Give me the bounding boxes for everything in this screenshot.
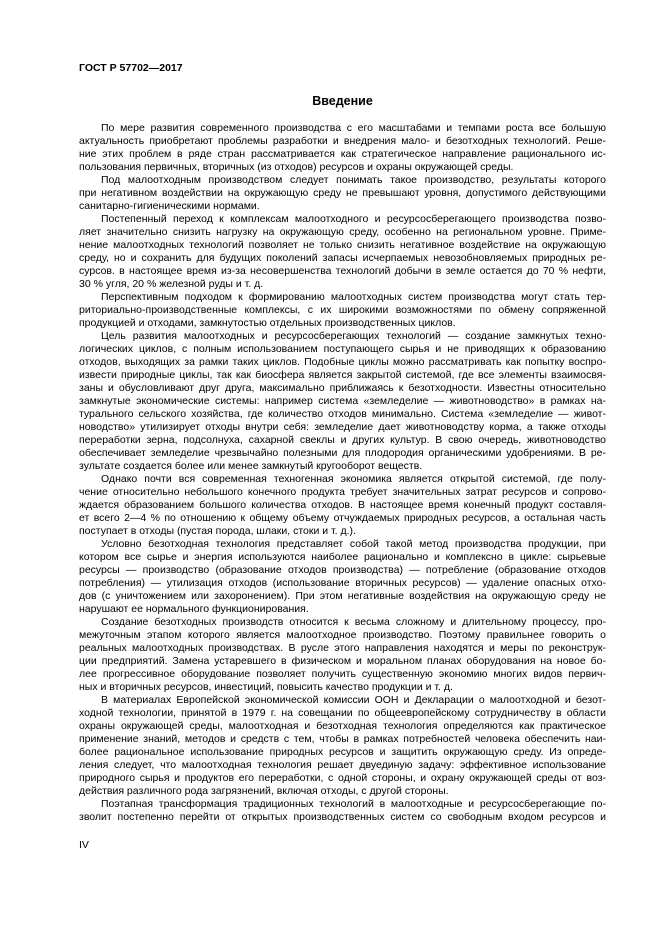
paragraph-line: ления следует, что малоотходная технология решает двуединую задачу: эффективное использование — [79, 759, 606, 772]
paragraph-line: Под малоотходным производством следует понимать такое производство, результаты которого — [101, 173, 606, 186]
paragraph-line: нарушают ее нормального функционирования. — [79, 603, 309, 616]
section-body — [79, 122, 606, 825]
paragraph-line: дов (с уничтожением или захоронением). При этом негативные воздействия на окружающую среду не — [79, 590, 606, 603]
paragraph-line: Постепенный переход к комплексам малоотходного и ресурсосберегающего производства позво- — [101, 212, 606, 225]
paragraph — [79, 291, 606, 330]
paragraph-line: ции предприятий. Замена устаревшего в физическом и моральном планах оборудования на новое бо- — [79, 655, 606, 668]
paragraph-line: поступает в отходы (пустая порода, шлаки, стоки и т. д.). — [79, 524, 356, 537]
paragraph-line: продукцией и отходами, замкнутостью отдельных производственных циклов. — [79, 316, 456, 329]
paragraph-line: заны и обусловливают друг друга, максимально приближаясь к безотходности. Известны относительно — [79, 381, 606, 394]
paragraph-line: реальных малоотходных производствах. В русле этого направления находятся и меры по реконструк- — [79, 642, 606, 655]
paragraph-line: потребления) — утилизация отходов (использование вторичных ресурсов) — удаление опасных отхо- — [79, 577, 606, 590]
paragraph-line: переработки зерна, подсолнуха, сахарной свеклы и других культур. В свою очередь, животноводство — [79, 433, 606, 446]
paragraph-line: Перспективным подходом к формированию малоотходных систем производства могут стать тер- — [101, 290, 606, 303]
paragraph-line: ждается образованием большого количества отходов. В настоящее время конечный продукт составля- — [79, 498, 606, 511]
paragraph-line: 30 % угля, 20 % железной руды и т. д. — [79, 277, 264, 290]
paragraph-line: среду, но и сохранить для будущих поколений запасы исчерпаемых невозобновляемых природных ре- — [79, 251, 606, 264]
paragraph-line: ных и вторичных ресурсов, инвестиций, повысить качество продукции и т. д. — [79, 681, 453, 694]
paragraph-line: чение относительно небольшого конечного продукта требует значительных затрат ресурсов и сопрово- — [79, 485, 606, 498]
paragraph-line: новодство» утилизирует отходы внутри себя: земледелие дает животноводству корма, а также отходы — [79, 420, 606, 433]
page-number: IV — [79, 838, 89, 851]
paragraph-line: ет всего 2—4 % по отношению к общему объему отчуждаемых природных ресурсов, а остальная часть — [79, 511, 606, 524]
paragraph-line: межуточным этапом которого является малоотходное производство. Поэтому правильнее говорить о — [79, 629, 606, 642]
paragraph-line: более рациональное использование природных ресурсов и защитить окружающую среду. Из опреде- — [79, 746, 606, 759]
paragraph-line: Поэтапная трансформация традиционных технологий в малоотходные и ресурсосберегающие по- — [101, 798, 606, 811]
paragraph-line: актуальность приобретают проблемы разработки и внедрения мало- и безотходных технологий. Реше- — [79, 134, 606, 147]
paragraph-line: ляет значительно снизить нагрузку на окружающую среду, особенно на региональном уровне. Приме- — [79, 225, 606, 238]
paragraph-line: замкнутые экономические системы: например система «земледелие — животноводство» в рамках на- — [79, 394, 606, 407]
paragraph-line: В материалах Европейской экономической комиссии ООН и Декларации о малоотходной и безот- — [101, 694, 606, 707]
paragraph-line: Условно безотходная технология представляет собой такой метод производства продукции, при — [101, 538, 606, 550]
paragraph-line: применение знаний, методов и средств с тем, чтобы в рамках потребностей человека обеспечить наи- — [79, 733, 606, 746]
paragraph-line: ходной технологии, принятой в 1979 г. на совещании по общеевропейскому сотрудничеству в области — [79, 707, 606, 720]
paragraph-line: сурсов. в настоящее время из-за несовершенства технологий добычи в земле остается до 70 % нефти, — [79, 264, 606, 277]
paragraph-line: лее прогрессивное оборудование позволяет получить существенную экономию многих видов первич- — [79, 668, 606, 681]
paragraph-line: ние этих проблем в ряде стран рассматривается как стратегическое направление рационального ис- — [79, 147, 606, 160]
paragraph-line: ресурсы — производство (образование отходов производства) — потребление (образование отходов — [79, 564, 606, 577]
paragraph-line: извести природные циклы, так как биосфера является закрытой системой, где все элементы взаимосвя- — [79, 368, 606, 381]
paragraph-line: пользования первичных, вторичных (из отходов) ресурсов и охраны окружающей среды. — [79, 160, 514, 173]
paragraph-line: логических циклов, с полным использованием поступающего сырья и не приводящих к образованию — [79, 342, 606, 355]
paragraph-line: Цель развития малоотходных и ресурсосберегающих технологий — создание замкнутых техно- — [101, 329, 606, 342]
paragraph-line: Однако почти вся современная техногенная экономика является открытой системой, где полу- — [101, 472, 606, 485]
paragraph — [79, 213, 606, 291]
paragraph — [79, 616, 606, 694]
paragraph-line: охраны окружающей среды, малоотходная и безотходная технология определяются как практическое — [79, 720, 606, 733]
paragraph-line: при негативном воздействии на окружающую среду не превышают уровня, допустимого действующими — [79, 186, 606, 199]
paragraph-line: действия различного рода загрязнений, включая отходы, с другой стороны. — [79, 785, 449, 798]
paragraph — [79, 538, 606, 616]
paragraph-line: санитарно-гигиеническими нормами. — [79, 199, 260, 212]
paragraph-line: риториально-производственные комплексы, с их широкими возможностями по обмену сопряженной — [79, 303, 606, 316]
paragraph-line: нение малоотходных технологий позволяет не только снизить негативное воздействие на окружающую — [79, 238, 606, 251]
paragraph — [79, 174, 606, 213]
paragraph — [79, 694, 606, 798]
paragraph — [79, 473, 606, 538]
paragraph-line: зволит постепенно перейти от открытых производственных систем со свободным входом ресурсов и — [79, 811, 606, 824]
paragraph-line: По мере развития современного производства с его масштабами и темпами роста все большую — [101, 121, 606, 134]
document-code-header: ГОСТ Р 57702—2017 — [79, 61, 183, 74]
paragraph-line: зультате создается более или менее замкнутый кругооборот веществ. — [79, 459, 423, 472]
paragraph — [79, 330, 606, 473]
paragraph-line: котором все сырье и энергия используются наиболее рационально и комплексно в цикле: сырьевые — [79, 551, 606, 564]
paragraph-line: Создание безотходных производств относится к весьма сложному и длительному процессу, про- — [101, 616, 606, 629]
paragraph-line: турального сельского хозяйства, где количество отходов минимально. Система «земледелие — живот- — [79, 407, 606, 420]
paragraph — [79, 798, 606, 824]
paragraph-line: природного сырья и продуктов его переработки, с одной стороны, и охрану окружающей среды от воз- — [79, 772, 606, 785]
section-title: Введение — [312, 94, 373, 108]
paragraph — [79, 122, 606, 174]
paragraph-line: обеспечивает земледелие чрезвычайно полезными для плодородия органическими удобрениями. В ре- — [79, 446, 606, 459]
paragraph-line: отходов, выходящих за рамки таких циклов. Подобные циклы можно рассматривать как попытку воспро- — [79, 355, 606, 368]
